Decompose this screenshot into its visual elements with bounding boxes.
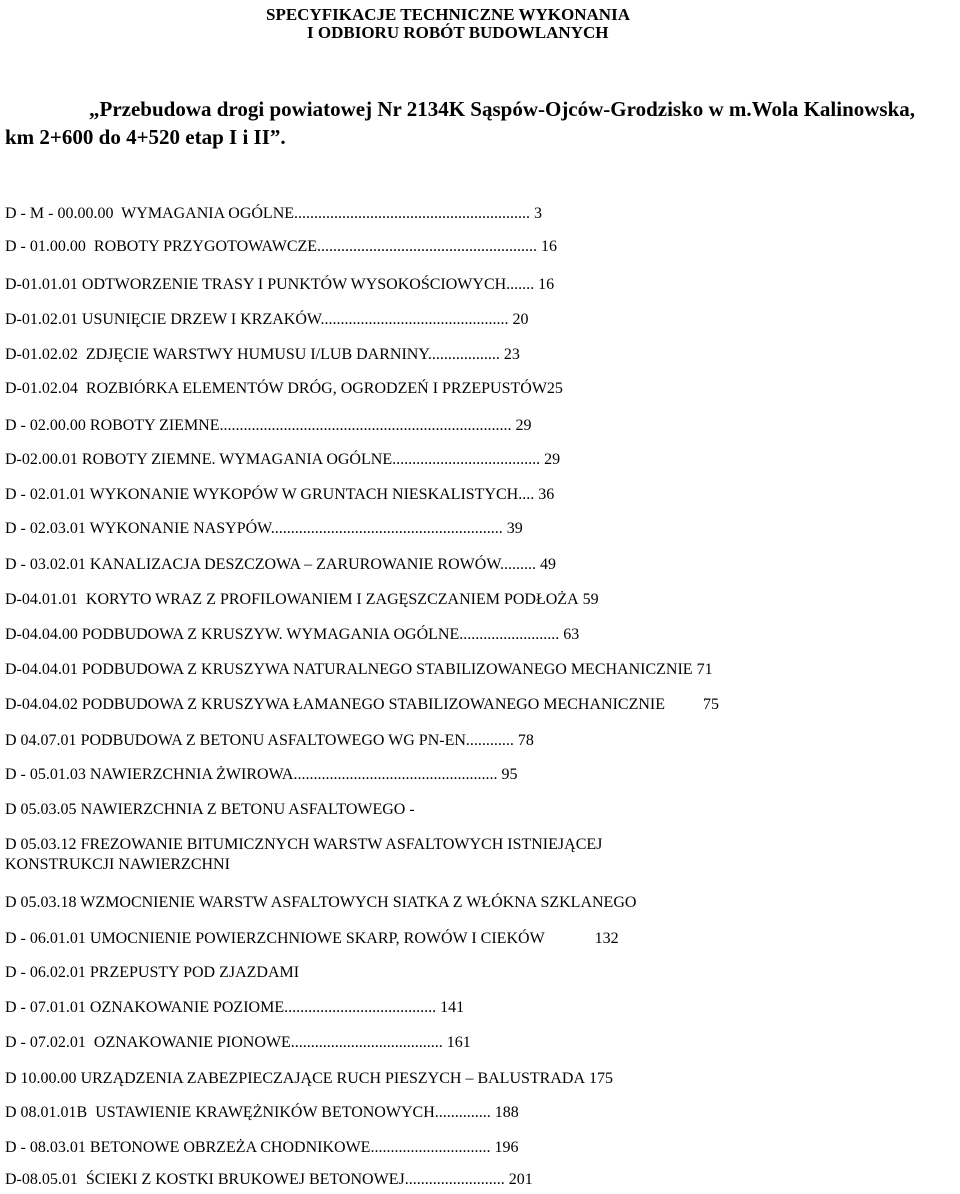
toc-entry-dots: ............................................... — [320, 311, 509, 328]
toc-entry — [5, 1103, 955, 1123]
toc-entry-title: BETONOWE OBRZEŻA CHODNIKOWE — [89, 1139, 371, 1156]
toc-entry-page: 161 — [446, 1034, 471, 1051]
toc-entry-code: D - 03.02.01 — [5, 556, 86, 573]
toc-entry-page: 201 — [508, 1171, 533, 1188]
toc-entry-title: OZNAKOWANIE POZIOME — [89, 999, 285, 1016]
toc-entry-code: D - 05.01.03 — [5, 766, 86, 783]
toc-entry-code: D-08.05.01 — [5, 1171, 78, 1188]
toc-entry-title: ODTWORZENIE TRASY I PUNKTÓW WYSOKOŚCIOWYCH — [81, 276, 507, 293]
toc-entry — [5, 625, 955, 645]
toc-entry-dots: ............ — [465, 732, 514, 749]
toc-entry-title: ZDJĘCIE WARSTWY HUMUSU I/LUB DARNINY — [85, 346, 428, 363]
toc-entry — [5, 519, 955, 539]
toc-entry-dots: ......................... — [459, 626, 560, 643]
toc-entry-code: D 10.00.00 — [5, 1070, 77, 1087]
toc-entry — [5, 835, 955, 855]
toc-entry — [5, 555, 955, 575]
toc-entry-title: PODBUDOWA Z KRUSZYWA ŁAMANEGO STABILIZOWANEGO MECHANICZNIE — [81, 696, 666, 713]
toc-entry-code: D - 02.01.01 — [5, 486, 86, 503]
toc-entry-dots: ......................... — [404, 1171, 505, 1188]
toc-entry-page: 59 — [582, 591, 599, 608]
toc-entry-code: D-04.04.00 — [5, 626, 78, 643]
toc-entry-code: D - 01.00.00 — [5, 238, 86, 255]
toc-entry-dots: ...................................... — [290, 1034, 443, 1051]
toc-entry — [5, 416, 955, 436]
toc-entry-title: KONSTRUKCJI NAWIERZCHNI — [5, 856, 230, 873]
header-line-2: I ODBIORU ROBÓT BUDOWLANYCH — [307, 23, 609, 42]
toc-entry-code: D - 07.02.01 — [5, 1034, 86, 1051]
toc-entry-title: PODBUDOWA Z BETONU ASFALTOWEGO WG PN-EN — [80, 732, 466, 749]
toc-entry-page: 141 — [440, 999, 465, 1016]
project-title-line-1: „Przebudowa drogi powiatowej Nr 2134K Sąspów-Ojców-Grodzisko w m.Wola Kalinowska, — [89, 97, 916, 121]
toc-entry — [5, 1170, 955, 1190]
toc-entry-code: D-01.02.02 — [5, 346, 78, 363]
toc-entry-code: D 05.03.05 — [5, 801, 77, 818]
toc-entry-title: WYKONANIE NASYPÓW — [89, 520, 271, 537]
toc-entry-title: WYKONANIE WYKOPÓW W GRUNTACH NIESKALISTYCH — [89, 486, 519, 503]
project-title — [5, 95, 949, 151]
toc-entry — [5, 237, 955, 257]
toc-entry-title: USTAWIENIE KRAWĘŻNIKÓW BETONOWYCH — [95, 1104, 435, 1121]
toc-entry-dots: .......................................................... — [270, 520, 503, 537]
toc-entry-page: 63 — [563, 626, 580, 643]
toc-entry — [5, 1033, 955, 1053]
toc-entry-title: PODBUDOWA Z KRUSZYWA NATURALNEGO STABILIZOWANEGO MECHANICZNIE — [81, 661, 693, 678]
toc-entry — [5, 485, 955, 505]
toc-entry-dots: .................. — [427, 346, 500, 363]
toc-entry-page: 132 — [594, 930, 619, 947]
toc-entry — [5, 855, 955, 875]
toc-entry — [5, 998, 955, 1018]
toc-entry-page: 25 — [546, 380, 563, 397]
toc-entry — [5, 1138, 955, 1158]
header-line-1: SPECYFIKACJE TECHNICZNE WYKONANIA — [266, 5, 630, 24]
toc-entry — [5, 379, 955, 399]
toc-entry-page: 196 — [494, 1139, 519, 1156]
toc-entry-code: D - 06.02.01 — [5, 964, 86, 981]
toc-entry-code: D-01.01.01 — [5, 276, 78, 293]
project-title-line-2: km 2+600 do 4+520 etap I i II”. — [5, 125, 286, 149]
toc-entry — [5, 929, 955, 949]
toc-entry-dots: ....... — [506, 276, 535, 293]
toc-entry-code: D 05.03.18 — [5, 894, 77, 911]
toc-entry — [5, 204, 955, 224]
toc-entry-title: KORYTO WRAZ Z PROFILOWANIEM I ZAGĘSZCZANIEM PODŁOŻA — [85, 591, 579, 608]
toc-entry-title: WYMAGANIA OGÓLNE — [121, 205, 295, 222]
toc-entry — [5, 450, 955, 470]
toc-entry-dots: ........................................................... — [294, 205, 531, 222]
toc-entry-code: D-04.04.02 — [5, 696, 78, 713]
toc-entry-title: URZĄDZENIA ZABEZPIECZAJĄCE RUCH PIESZYCH – BALUSTRADA — [80, 1070, 586, 1087]
toc-entry — [5, 800, 955, 820]
toc-entry — [5, 695, 955, 715]
toc-entry-page: 75 — [703, 696, 720, 713]
toc-entry-dots: ................................................... — [293, 766, 498, 783]
toc-entry-code: D - 08.03.01 — [5, 1139, 86, 1156]
toc-entry-title: FREZOWANIE BITUMICZNYCH WARSTW ASFALTOWYCH ISTNIEJĄCEJ — [80, 836, 603, 853]
toc-entry-page: 16 — [541, 238, 558, 255]
toc-entry-dots: ......... — [499, 556, 536, 573]
toc-entry-title: NAWIERZCHNIA ŻWIROWA — [89, 766, 294, 783]
toc-entry-code: D - 07.01.01 — [5, 999, 86, 1016]
toc-entry-page: 39 — [506, 520, 523, 537]
toc-entry — [5, 893, 955, 913]
toc-entry-dots: .............................. — [370, 1139, 491, 1156]
toc-entry-page: 95 — [501, 766, 518, 783]
toc-entry — [5, 731, 955, 751]
toc-entry — [5, 590, 955, 610]
toc-entry-code: D 08.01.01B — [5, 1104, 88, 1121]
toc-entry-code: D-01.02.01 — [5, 311, 78, 328]
toc-entry-title: OZNAKOWANIE PIONOWE — [93, 1034, 291, 1051]
toc-entry-page: 36 — [538, 486, 555, 503]
toc-entry-title: WZMOCNIENIE WARSTW ASFALTOWYCH SIATKA Z WŁÓKNA SZKLANEGO — [80, 894, 637, 911]
toc-entry-dots: ..................................... — [392, 451, 541, 468]
toc-entry-code: D - M - 00.00.00 — [5, 205, 114, 222]
toc-entry-code: D 04.07.01 — [5, 732, 77, 749]
toc-entry-code: D 05.03.12 — [5, 836, 77, 853]
toc-entry — [5, 963, 955, 983]
toc-entry-code: D - 06.01.01 — [5, 930, 86, 947]
toc-entry-title: KANALIZACJA DESZCZOWA – ZARUROWANIE ROWÓW — [89, 556, 500, 573]
toc-entry — [5, 275, 955, 295]
toc-entry-dots: ......................................................................... — [219, 417, 512, 434]
toc-entry-page: 23 — [503, 346, 520, 363]
toc-entry-page: 29 — [544, 451, 561, 468]
toc-entry-code: D - 02.00.00 — [5, 417, 86, 434]
toc-entry — [5, 310, 955, 330]
toc-entry-page: 3 — [534, 205, 543, 222]
toc-entry-code: D-04.01.01 — [5, 591, 78, 608]
toc-entry-page: 78 — [517, 732, 534, 749]
toc-entry-title: NAWIERZCHNIA Z BETONU ASFALTOWEGO - — [80, 801, 415, 818]
toc-entry-code: D-02.00.01 — [5, 451, 78, 468]
toc-entry — [5, 765, 955, 785]
toc-entry-title: PRZEPUSTY POD ZJAZDAMI — [89, 964, 300, 981]
toc-entry — [5, 660, 955, 680]
toc-entry-page: 16 — [538, 276, 555, 293]
toc-entry-page: 71 — [696, 661, 713, 678]
toc-entry-title: USUNIĘCIE DRZEW I KRZAKÓW — [81, 311, 321, 328]
toc-entry-page: 49 — [539, 556, 556, 573]
toc-entry-page: 188 — [494, 1104, 519, 1121]
toc-entry-title: ROZBIÓRKA ELEMENTÓW DRÓG, OGRODZEŃ I PRZEPUSTÓW — [85, 380, 547, 397]
toc-entry-code: D-04.04.01 — [5, 661, 78, 678]
toc-entry — [5, 1069, 955, 1089]
toc-entry-dots: .............. — [434, 1104, 491, 1121]
toc-entry-code: D - 02.03.01 — [5, 520, 86, 537]
toc-entry-dots: ....................................................... — [317, 238, 538, 255]
toc-entry-title: ROBOTY ZIEMNE — [89, 417, 220, 434]
toc-entry-page: 175 — [589, 1070, 614, 1087]
toc-entry-title: PODBUDOWA Z KRUSZYW. WYMAGANIA OGÓLNE — [81, 626, 460, 643]
toc-entry-code: D-01.02.04 — [5, 380, 78, 397]
toc-entry-title: ŚCIEKI Z KOSTKI BRUKOWEJ BETONOWEJ — [85, 1171, 405, 1188]
toc-entry-page: 20 — [512, 311, 529, 328]
toc-entry — [5, 345, 955, 365]
toc-entry-title: ROBOTY ZIEMNE. WYMAGANIA OGÓLNE — [81, 451, 393, 468]
toc-entry-dots: .... — [518, 486, 535, 503]
toc-entry-title: ROBOTY PRZYGOTOWAWCZE — [93, 238, 318, 255]
toc-entry-page: 29 — [515, 417, 532, 434]
toc-entry-title: UMOCNIENIE POWIERZCHNIOWE SKARP, ROWÓW I CIEKÓW — [89, 930, 545, 947]
toc-entry-dots: ...................................... — [284, 999, 437, 1016]
